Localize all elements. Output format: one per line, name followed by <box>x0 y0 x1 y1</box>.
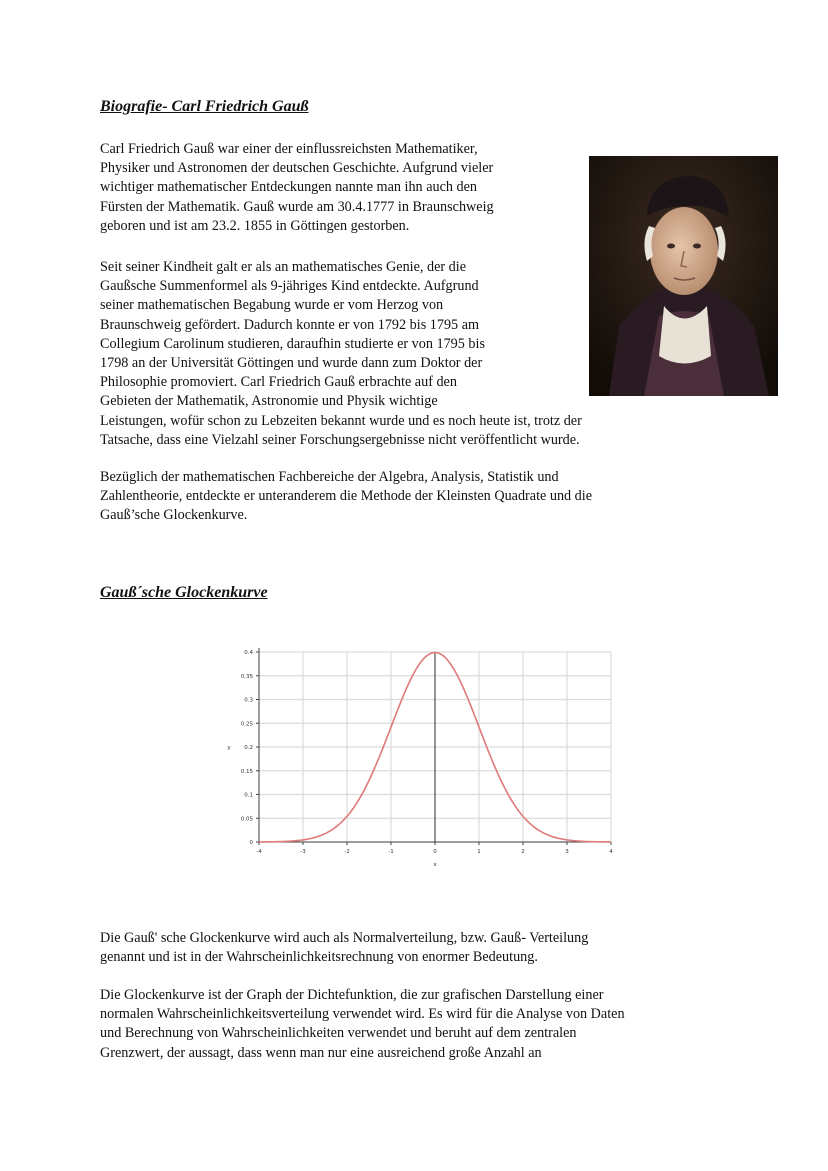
bell-paragraph-2 <box>100 986 625 1063</box>
x-tick-label: 1 <box>477 849 481 855</box>
text-line: Die Glockenkurve ist der Graph der Dichtefunktion, die zur grafischen Darstellung einer <box>100 987 604 1003</box>
text-line: Bezüglich der mathematischen Fachbereiche der Algebra, Analysis, Statistik und <box>100 469 559 485</box>
biography-heading: Biografie- Carl Friedrich Gauß <box>100 98 309 115</box>
y-tick-label: 0.1 <box>244 792 253 799</box>
y-tick-label: 0.25 <box>240 721 253 728</box>
text-line: Grenzwert, der aussagt, dass wenn man nur eine ausreichend große Anzahl an <box>100 1044 542 1061</box>
y-tick-label: 0 <box>249 840 253 846</box>
text-line: Gaußsche Summenformel als 9-jähriges Kind entdeckte. Aufgrund <box>100 278 479 295</box>
x-tick-label: -3 <box>300 849 306 855</box>
text-line: Physiker und Astronomen der deutschen Geschichte. Aufgrund vieler <box>100 160 494 177</box>
x-tick-label: 4 <box>609 849 613 855</box>
text-line: Philosophie promoviert. Carl Friedrich Gauß erbrachte auf den <box>100 374 457 391</box>
portrait-icon <box>589 156 778 396</box>
y-tick-label: 0.15 <box>240 768 253 775</box>
text-line: Carl Friedrich Gauß war einer der einflussreichsten Mathematiker, <box>100 141 478 157</box>
x-tick-label: 2 <box>521 849 525 855</box>
text-line: Leistungen, wofür schon zu Lebzeiten bekannt wurde und es noch heute ist, trotz der <box>100 412 582 429</box>
text-line: Collegium Carolinum studieren, daraufhin studierte er von 1795 bis <box>100 335 485 352</box>
text-line: Zahlentheorie, entdeckte er unteranderem die Methode der Kleinsten Quadrate und die <box>100 488 593 505</box>
text-line: genannt und ist in der Wahrscheinlichkeitsrechnung von enormer Bedeutung. <box>100 949 538 966</box>
bio-paragraph-2 <box>100 258 582 450</box>
text-line: 1798 an der Universität Göttingen und wurde dann zum Doktor der <box>100 355 483 372</box>
text-line: Tatsache, dass eine Vielzahl seiner Forschungsergebnisse nicht veröffentlicht wurde. <box>100 431 580 448</box>
y-tick-label: 0.35 <box>240 673 253 680</box>
text-line: normalen Wahrscheinlichkeitsverteilung verwendet wird. Es wird für die Analyse von Daten <box>100 1006 625 1023</box>
text-line: Fürsten der Mathematik. Gauß wurde am 30.4.1777 in Braunschweig <box>100 198 494 215</box>
y-tick-label: 0.4 <box>244 650 253 656</box>
x-tick-label: -1 <box>388 849 394 855</box>
y-tick-label: 0.3 <box>244 697 253 704</box>
x-tick-label: -4 <box>256 849 262 855</box>
text-line: seiner mathematischen Begabung wurde er vom Herzog von <box>100 297 444 314</box>
text-line: und Berechnung von Wahrscheinlichkeiten verwendet und beruht auf dem zentralen <box>100 1025 577 1042</box>
text-line: Gauß’sche Glockenkurve. <box>100 507 248 524</box>
x-axis-label: x <box>433 862 437 868</box>
text-line: wichtiger mathematischer Entdeckungen nannte man ihn auch den <box>100 179 478 196</box>
bio-paragraph-3 <box>100 468 592 526</box>
y-axis-label: y <box>227 745 231 751</box>
y-tick-label: 0.05 <box>240 816 253 823</box>
bio-paragraph-1 <box>100 140 494 236</box>
bell-paragraph-1 <box>100 929 588 967</box>
text-line: Braunschweig gefördert. Dadurch konnte er von 1792 bis 1795 am <box>100 316 480 333</box>
text-line: geboren und ist am 23.2. 1855 in Göttingen gestorben. <box>100 217 410 234</box>
bell-curve-chart <box>215 640 625 870</box>
x-tick-label: 3 <box>565 849 569 855</box>
text-line: Gebieten der Mathematik, Astronomie und Physik wichtige <box>100 393 438 410</box>
x-tick-label: 0 <box>433 849 437 855</box>
bell-curve-heading: Gauß´sche Glockenkurve <box>100 584 268 601</box>
x-tick-label: -2 <box>344 849 350 855</box>
text-line: Seit seiner Kindheit galt er als an mathematisches Genie, der die <box>100 259 466 275</box>
text-line: Die Gauß' sche Glockenkurve wird auch als Normalverteilung, bzw. Gauß- Verteilung <box>100 930 589 946</box>
y-tick-label: 0.2 <box>244 745 253 751</box>
gauss-portrait <box>589 156 778 396</box>
